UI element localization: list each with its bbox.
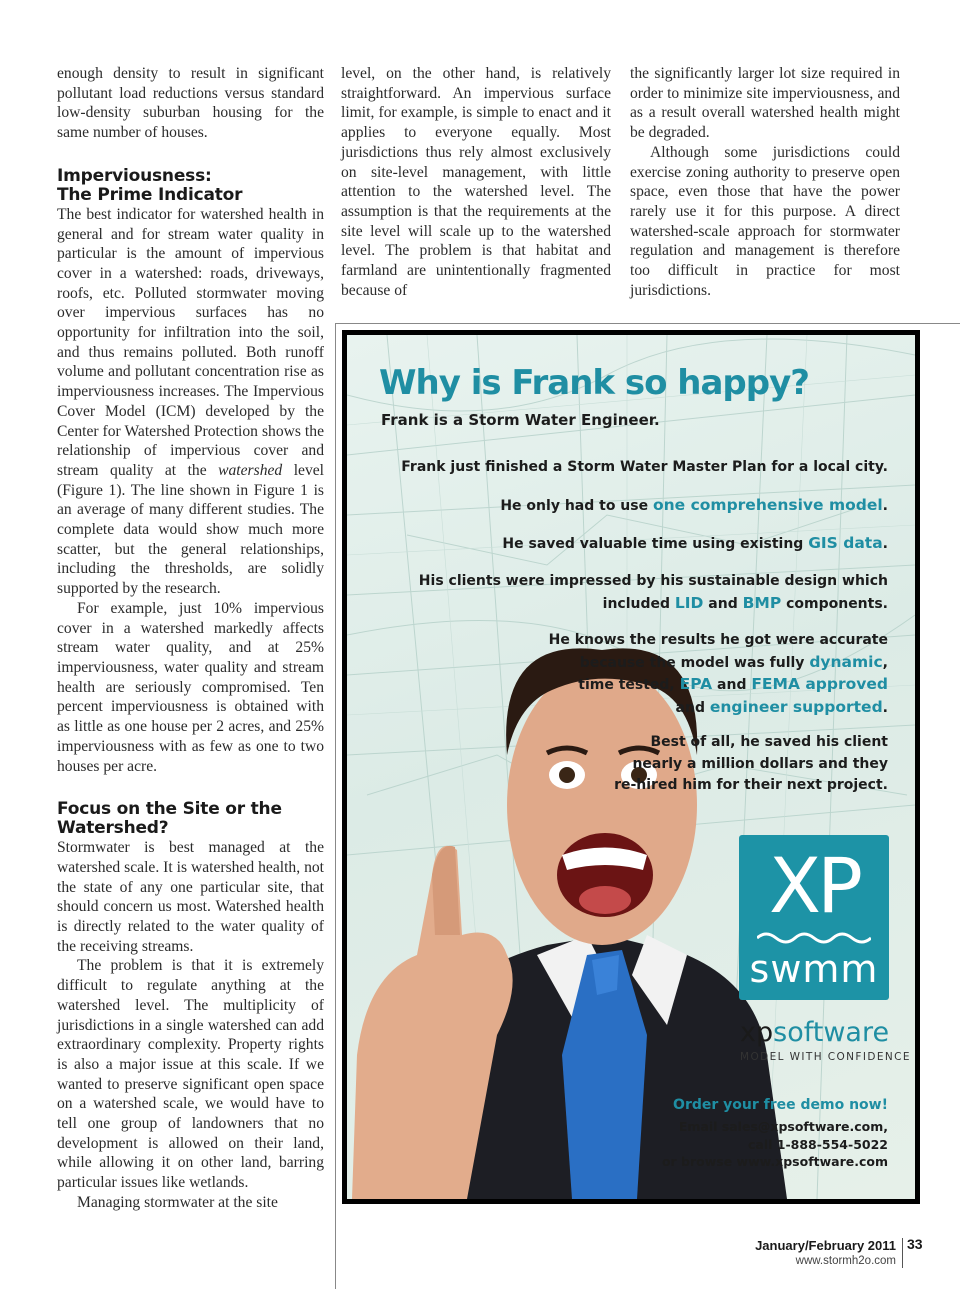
paragraph: The problem is that it is extremely difficult to regulate anything at the watershed level. The multiplicity of jurisdictions in a single watershed can add extraordinary complexity. Property rights is also a major issue at this scale. If we wanted to preserve significant open space on a watershed scale, we would have to tell one group of landowners that no development is allowed on their land, while allowing it on other land, barring particular issues like wetlands. [57, 957, 324, 1192]
ad-top-rule [335, 323, 960, 324]
ad-text: . [882, 536, 888, 552]
ad-subheadline: Frank is a Storm Water Engineer. [381, 411, 660, 429]
ad-copy-line [500, 495, 888, 518]
page-footer [700, 1238, 896, 1267]
ad-copy-line [401, 457, 888, 479]
column-divider [335, 323, 336, 1289]
ad-panel [347, 335, 915, 1199]
ad-text: nearly a million dollars and they [632, 755, 888, 772]
footer-divider [902, 1238, 903, 1268]
ad-highlight: EPA [679, 675, 713, 693]
ad-copy-line [502, 533, 888, 556]
ad-text: , [882, 654, 888, 671]
email-link[interactable]: Email sales@xpsoftware.com, [678, 1119, 888, 1134]
heading-line: The Prime Indicator [57, 184, 243, 205]
paragraph: the significantly larger lot size required in order to minimize site imperviousness, and as a result overall watershed health might be degraded. [630, 65, 900, 142]
wave-icon [757, 930, 871, 946]
heading-line: Focus on the Site or the [57, 799, 282, 820]
ad-text: Frank just finished a Storm Water Master Plan for a local city. [401, 459, 888, 475]
article-column-3 [630, 64, 900, 300]
issue-date: January/February 2011 [755, 1238, 896, 1253]
ad-highlight: LID [674, 593, 704, 612]
paragraph: Managing stormwater at the site [77, 1193, 278, 1211]
brand-xp: xp [740, 1017, 774, 1048]
ad-text: re-hired him for their next project. [614, 777, 888, 793]
heading-line: Watershed? [57, 818, 169, 839]
brand-software: software [773, 1017, 890, 1048]
paragraph: For example, just 10% impervious cover in a watershed markedly affects stream water quality, and at 25% imperviousness, water quality and stream health are seriously compromised. Ten percent imperviousness is obtained with as little as one house per 2 acres, and 25% imperviousness with as few as one to two houses per acre. [57, 599, 324, 775]
page-number: 33 [907, 1236, 923, 1252]
text-run: The best indicator for watershed health in general and for stream water quality in particular is the amount of impervious cover in a watershed: roads, driveways, roofs, etc. Polluted stormwater moving over impervious surfaces has no opportunity for infiltration into the soil, and thus remains polluted. Both runoff volume and pollutant concentration rise as imperviousness increases. The Impervious Cover Model (ICM) developed by the Center for Watershed Protection shows the relationship of impervious cover and stream quality at the [57, 205, 324, 479]
ad-text: and [712, 677, 752, 693]
ad-highlight: FEMA approved [751, 675, 888, 693]
ad-text: time tested, [578, 677, 680, 693]
ad-text: because the model was fully [579, 654, 810, 671]
ad-text: included [602, 595, 675, 612]
ad-copy-block [419, 571, 888, 615]
article-column-2 [341, 64, 611, 300]
paragraph: level, on the other hand, is relatively straightforward. An impervious surface limit, for example, is simple to enact and it applies to everyone equally. Most jurisdictions thus rely almost exclusively on site-level management, with little attention to the watershed level. The assumption is that the requirements at the site level will scale up to the watershed level. The problem is that habitat and farmland are unintentionally fragmented because of [341, 65, 611, 299]
xpsoftware-brand [740, 1017, 889, 1048]
ad-highlight: BMP [742, 593, 782, 612]
article-column-1 [57, 64, 324, 1213]
order-demo-cta[interactable]: Order your free demo now! [673, 1097, 888, 1113]
ad-highlight: one comprehensive model [652, 496, 883, 514]
phone-text: call 1-888-554-5022 [747, 1136, 888, 1152]
italic-text: watershed [218, 461, 283, 479]
logo-xp-text: XP [769, 841, 859, 930]
brand-tagline: MODEL WITH CONFIDENCE [740, 1051, 911, 1063]
ad-highlight: GIS data [808, 534, 883, 552]
magazine-url: www.stormh2o.com [795, 1255, 896, 1267]
ad-text: . [882, 699, 888, 716]
ad-text: . [882, 498, 888, 514]
ad-text: components. [781, 595, 888, 612]
ad-highlight: engineer supported [709, 697, 883, 716]
section-heading-imperviousness [57, 167, 324, 205]
ad-copy-block [614, 732, 888, 797]
paragraph: Although some jurisdictions could exercise zoning authority to preserve open space, even those that have the power rarely use it for this purpose. A direct watershed-scale approach for stormwater regulation and management is therefore too difficult in practice for most jurisdictions. [630, 143, 900, 299]
ad-text: His clients were impressed by his sustainable design which [418, 573, 888, 589]
section-heading-focus [57, 800, 324, 838]
ad-text: He knows the results he got were accurate [548, 632, 888, 648]
logo-swmm-text: swmm [749, 947, 879, 991]
website-link[interactable]: or browse www.xpsoftware.com [661, 1154, 888, 1169]
text-run: level (Figure 1). The line shown in Figure 1 is an average of many different studies. The complete data would show much more scatter, but the general relationships, including the thresholds, are solidly supported by the research. [57, 461, 325, 598]
heading-line: Imperviousness: [57, 165, 212, 186]
xpswmm-logo [739, 835, 889, 1000]
ad-highlight: dynamic [809, 652, 883, 671]
ad-text: and [703, 595, 743, 612]
contact-info [662, 1118, 888, 1171]
ad-copy-block [549, 630, 888, 719]
ad-text: He only had to use [500, 498, 653, 514]
ad-headline: Why is Frank so happy? [379, 363, 809, 403]
advertisement-xpswmm[interactable] [342, 330, 920, 1204]
paragraph: enough density to result in significant pollutant load reductions versus standard low-density suburban housing for the same number of houses. [57, 65, 324, 142]
paragraph [57, 205, 324, 599]
paragraph: Stormwater is best managed at the watershed scale. It is watershed health, not the state of any one particular site, that should concern us most. Watershed health is directly related to the water quality of the receiving streams. [57, 839, 324, 955]
ad-text: Best of all, he saved his client [650, 734, 888, 750]
ad-text: He saved valuable time using existing [502, 536, 809, 552]
ad-text: and [675, 699, 710, 716]
